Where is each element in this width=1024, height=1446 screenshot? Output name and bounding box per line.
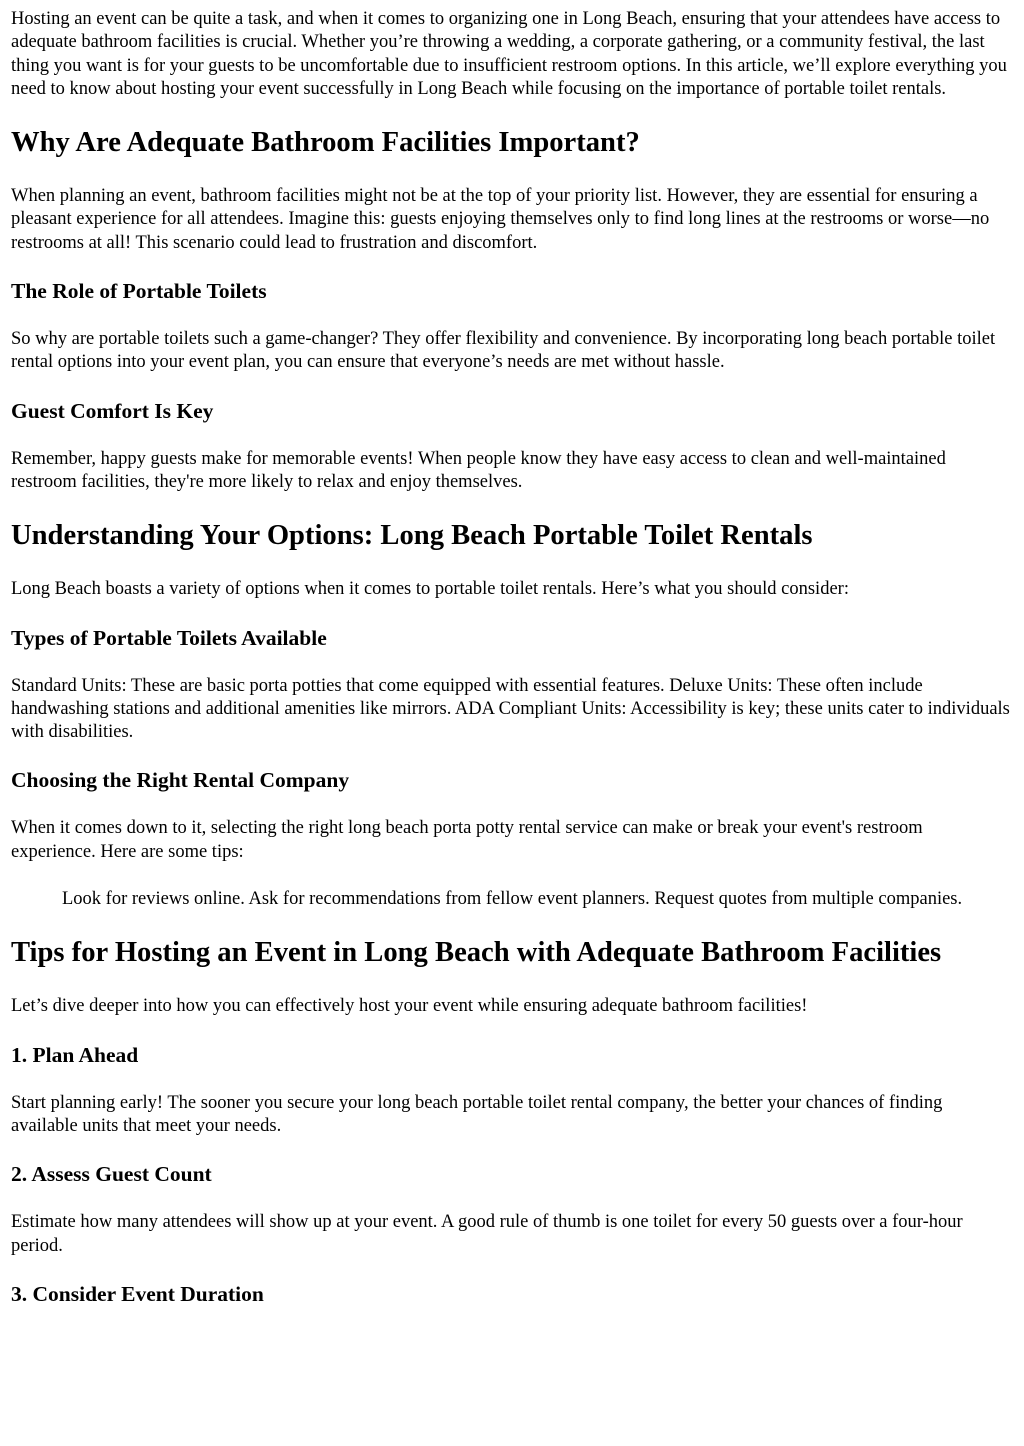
intro-paragraph: Hosting an event can be quite a task, and when it comes to organizing one in Long Beach, ensuring that your attendees have access to adequate bathroom facilities is crucial. Whether you’re throwing a wedding, a corporate gathering, or a community festival, the last thing you want is for your guests to be uncomfortable due to insufficient restroom options. In this article, we’ll explore everything you need to know about hosting your event successfully in Long Beach while focusing on the importance of portable toilet rentals. [11,9,1007,99]
section-paragraph: Standard Units: These are basic porta potties that come equipped with essential features. Deluxe Units: These often include handwashing stations and additional amenities like mirrors. ADA Compliant Units: Accessibility is key; these units cater to individuals with disabilities. [11,675,1010,743]
subheading-plan-ahead: 1. Plan Ahead [11,1042,139,1067]
section-paragraph: Remember, happy guests make for memorable events! When people know they have easy access to clean and well-maintained restroom facilities, they're more likely to relax and enjoy themselves. [11,448,946,492]
section-paragraph: Estimate how many attendees will show up at your event. A good rule of thumb is one toilet for every 50 guests over a four-hour period. [11,1212,963,1256]
section-paragraph: Start planning early! The sooner you secure your long beach portable toilet rental company, the better your chances of finding available units that meet your needs. [11,1092,943,1136]
section-heading-understanding-options: Understanding Your Options: Long Beach Portable Toilet Rentals [11,520,813,552]
section-heading-bathroom-importance: Why Are Adequate Bathroom Facilities Important? [11,127,640,159]
subheading-guest-comfort: Guest Comfort Is Key [11,398,214,423]
section-paragraph: When it comes down to it, selecting the right long beach porta potty rental service can make or break your event's restroom experience. Here are some tips: [11,818,923,862]
subheading-types-of-toilets: Types of Portable Toilets Available [11,625,327,650]
section-paragraph: So why are portable toilets such a game-changer? They offer flexibility and convenience. By incorporating long beach portable toilet rental options into your event plan, you can ensure that everyone’s needs are met without hassle. [11,329,996,373]
subheading-choosing-rental-company: Choosing the Right Rental Company [11,768,350,793]
subheading-role-of-portable-toilets: The Role of Portable Toilets [11,279,267,304]
subheading-assess-guest-count: 2. Assess Guest Count [11,1162,212,1187]
section-heading-hosting-tips: Tips for Hosting an Event in Long Beach with Adequate Bathroom Facilities [11,937,942,969]
subheading-event-duration: 3. Consider Event Duration [11,1281,264,1306]
section-paragraph: Long Beach boasts a variety of options when it comes to portable toilet rentals. Here’s what you should consider: [11,579,849,600]
section-paragraph: When planning an event, bathroom facilities might not be at the top of your priority list. However, they are essential for ensuring a pleasant experience for all attendees. Imagine this: guests enjoying themselves only to find long lines at the restrooms or worse—no restrooms at all! This scenario could lead to frustration and discomfort. [11,186,990,253]
tips-blockquote: Look for reviews online. Ask for recommendations from fellow event planners. Request quotes from multiple companies. [62,889,963,910]
section-paragraph: Let’s dive deeper into how you can effectively host your event while ensuring adequate bathroom facilities! [11,996,808,1017]
